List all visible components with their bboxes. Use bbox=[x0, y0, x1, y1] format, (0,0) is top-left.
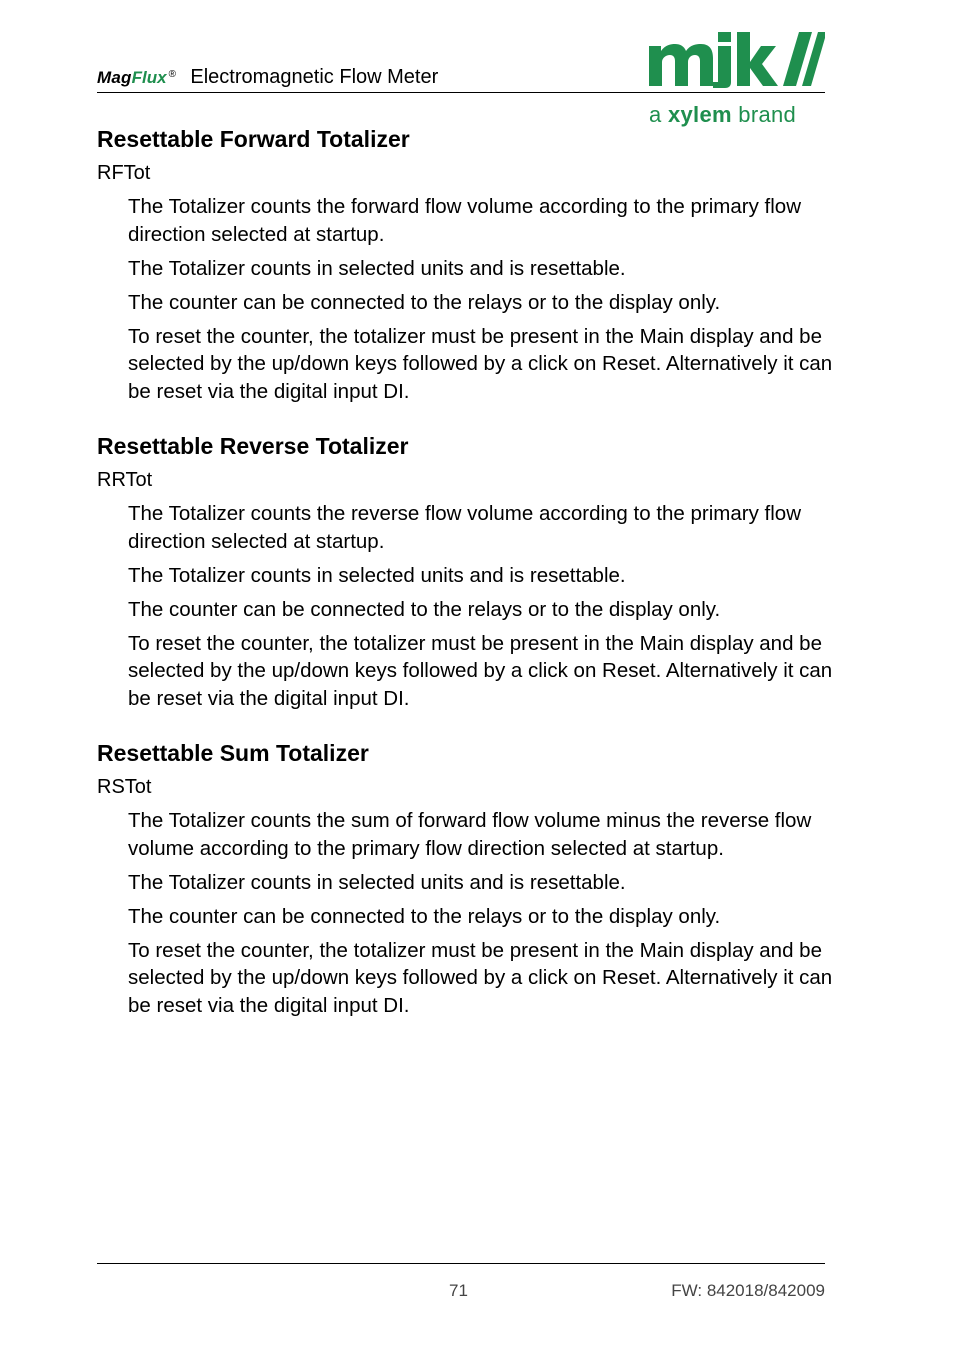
section-heading: Resettable Forward Totalizer bbox=[97, 126, 410, 152]
parameter-code: RRTot bbox=[97, 469, 153, 491]
tagline-xylem: xylem bbox=[667, 102, 732, 127]
section-sum-totalizer bbox=[97, 738, 837, 1019]
mjk-logo-icon bbox=[647, 32, 825, 88]
section-heading: Resettable Sum Totalizer bbox=[97, 740, 369, 766]
brand-flux-text: Flux bbox=[131, 68, 167, 87]
page-body bbox=[97, 124, 837, 1045]
product-title bbox=[97, 66, 438, 89]
section-reverse-totalizer bbox=[97, 431, 837, 712]
paragraph: The Totalizer counts in selected units and is resettable. bbox=[128, 563, 626, 587]
paragraph: The counter can be connected to the relays or to the display only. bbox=[128, 904, 721, 928]
paragraph: The Totalizer counts the reverse flow volume according to the primary flow direction selected at startup. bbox=[128, 502, 802, 553]
brand-mag-text: Mag bbox=[97, 68, 132, 87]
page-number: 71 bbox=[449, 1281, 468, 1300]
registered-mark: ® bbox=[168, 68, 176, 80]
tagline-brand: brand bbox=[738, 102, 797, 127]
paragraph: The counter can be connected to the relays or to the display only. bbox=[128, 290, 721, 314]
mjk-xylem-logo bbox=[645, 32, 827, 132]
parameter-code: RSTot bbox=[97, 776, 152, 798]
parameter-code: RFTot bbox=[97, 162, 151, 184]
tagline-a: a bbox=[649, 102, 662, 127]
paragraph: To reset the counter, the totalizer must be present in the Main display and be selected by the up/down keys followed by a click on Reset. Alternatively it can be reset via the digital input DI. bbox=[128, 631, 833, 710]
paragraph: The Totalizer counts in selected units and is resettable. bbox=[128, 870, 626, 894]
paragraph: To reset the counter, the totalizer must be present in the Main display and be selected by the up/down keys followed by a click on Reset. Alternatively it can be reset via the digital input DI. bbox=[128, 938, 833, 1017]
document-subtitle: Electromagnetic Flow Meter bbox=[190, 66, 439, 88]
paragraph: The Totalizer counts in selected units and is resettable. bbox=[128, 256, 626, 280]
paragraph: The Totalizer counts the forward flow volume according to the primary flow direction selected at startup. bbox=[128, 195, 802, 246]
firmware-version: FW: 842018/842009 bbox=[671, 1281, 825, 1300]
paragraph: The counter can be connected to the relays or to the display only. bbox=[128, 597, 721, 621]
paragraph: The Totalizer counts the sum of forward flow volume minus the reverse flow volume according to the primary flow direction selected at startup. bbox=[128, 809, 812, 860]
section-heading: Resettable Reverse Totalizer bbox=[97, 433, 409, 459]
footer-divider bbox=[97, 1263, 825, 1264]
paragraph: To reset the counter, the totalizer must be present in the Main display and be selected by the up/down keys followed by a click on Reset. Alternatively it can be reset via the digital input DI. bbox=[128, 324, 833, 403]
section-forward-totalizer bbox=[97, 124, 837, 405]
